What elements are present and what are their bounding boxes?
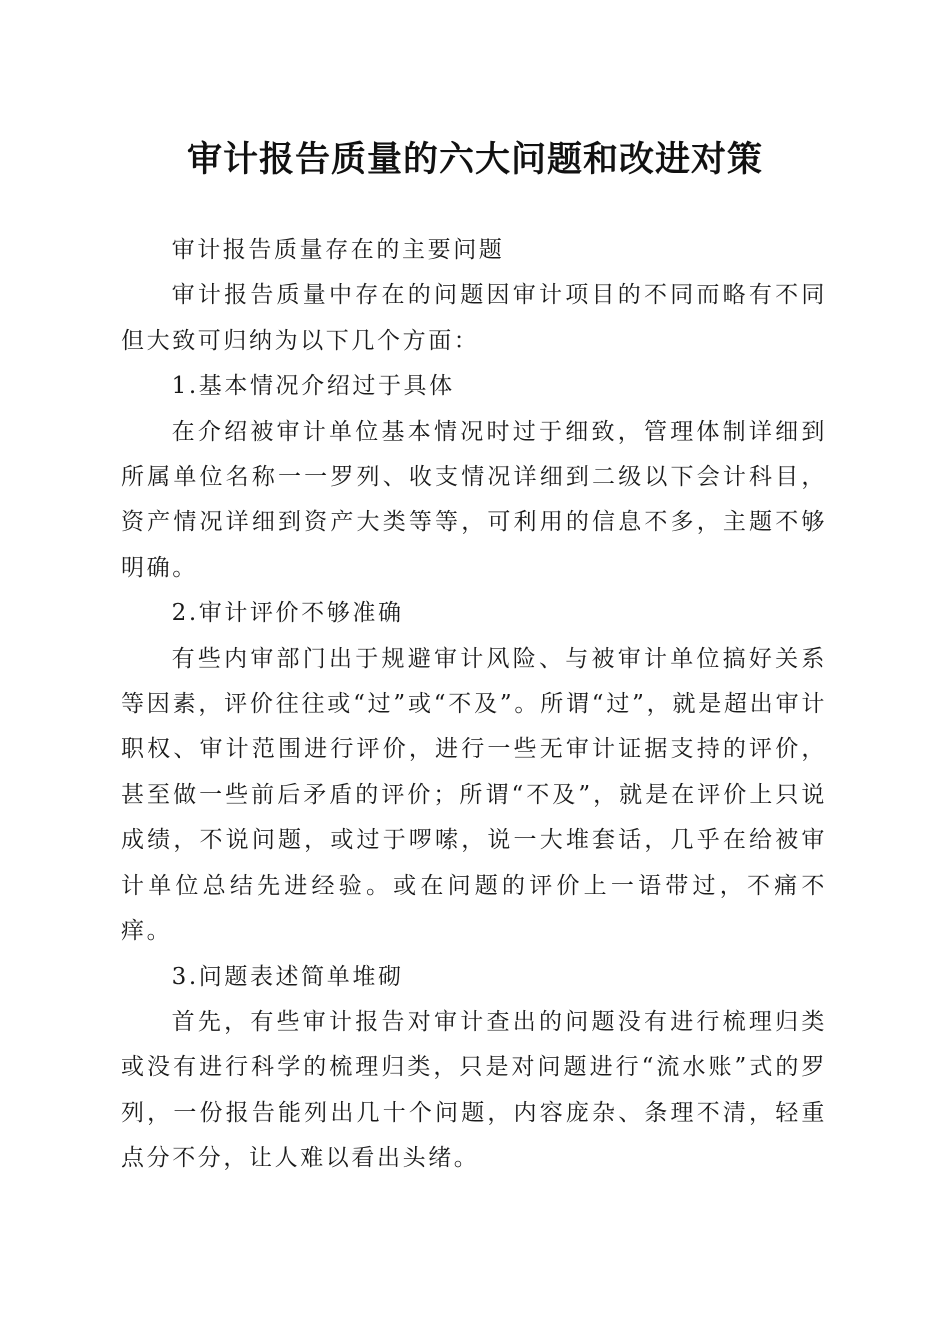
subheading: 2.审计评价不够准确 <box>171 600 404 627</box>
subheading: 3.问题表述简单堆砌 <box>171 963 404 990</box>
paragraph: 在介绍被审计单位基本情况时过于细致，管理体制详细到所属单位名称一一罗列、收支情况详细到二级以下会计科目，资产情况详细到资产大类等等，可利用的信息不多，主题不够明确。 <box>121 418 827 581</box>
paragraph: 审计报告质量中存在的问题因审计项目的不同而略有不同但大致可归纳为以下几个方面： <box>121 282 827 354</box>
subheading: 1.基本情况介绍过于具体 <box>171 373 455 400</box>
paragraph: 首先，有些审计报告对审计查出的问题没有进行梳理归类或没有进行科学的梳理归类，只是对问题进行“流水账”式的罗列，一份报告能列出几十个问题，内容庞杂、条理不清，轻重点分不分，让人难以看出头绪。 <box>121 1008 827 1172</box>
document-title: 审计报告质量的六大问题和改进对策 <box>186 139 763 180</box>
section-heading: 审计报告质量存在的主要问题 <box>171 237 505 263</box>
paragraph: 有些内审部门出于规避审计风险、与被审计单位搞好关系等因素，评价往往或“过”或“不及”。所谓“过”，就是超出审计职权、审计范围进行评价，进行一些无审计证据支持的评价，甚至做一些前后矛盾的评价；所谓“不及”，就是在评价上只说成绩，不说问题，或过于啰嗦，说一大堆套话，几乎在给被审计单位总结先进经验。或在问题的评价上一语带过，不痛不痒。 <box>121 645 827 945</box>
document-body <box>121 228 827 1182</box>
